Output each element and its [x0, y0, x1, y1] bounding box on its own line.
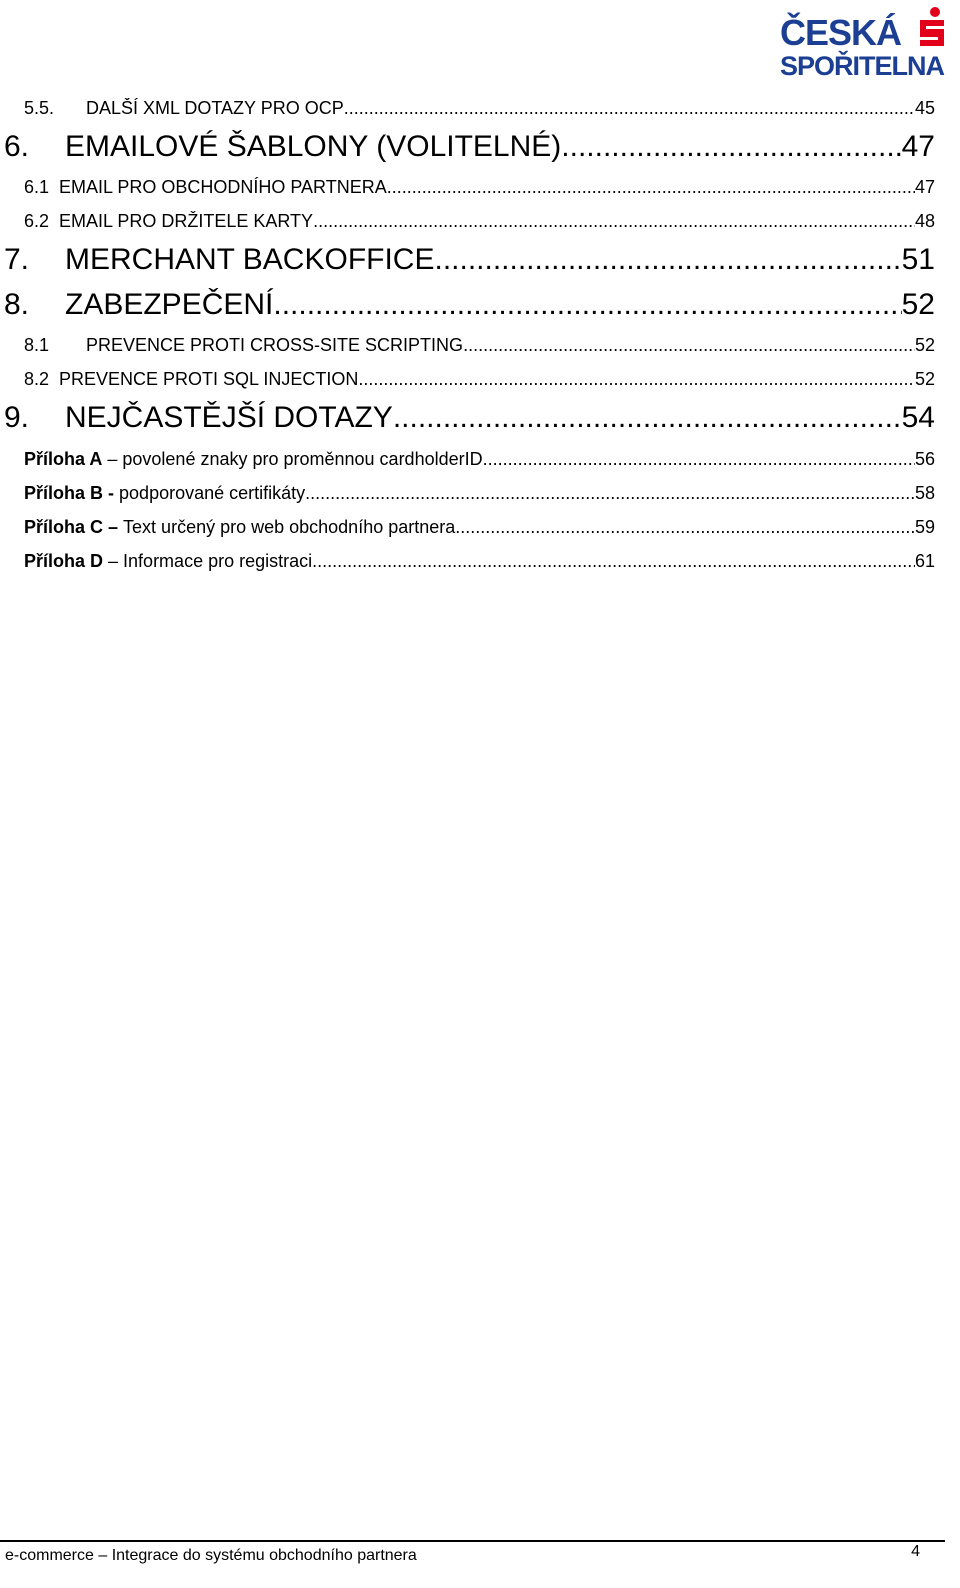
toc-entry-9[interactable] — [4, 401, 935, 435]
toc-entry-6[interactable] — [4, 130, 935, 164]
toc-entry-priloha-d[interactable] — [24, 551, 935, 572]
footer-page-number: 4 — [911, 1543, 920, 1560]
logo-text-line2: SPOŘITELNA — [780, 51, 945, 81]
toc-entry-appendix-label: Příloha A — [24, 449, 103, 469]
toc-entry-number: 8.1 — [24, 335, 50, 355]
toc-entry-appendix-label: Příloha D — [24, 551, 104, 571]
toc-entry-8[interactable] — [4, 288, 935, 322]
toc-entry-title: PREVENCE PROTI CROSS-SITE SCRIPTING — [86, 335, 464, 355]
toc-entry-page: 58 — [914, 483, 935, 503]
toc-entry-page: 56 — [914, 449, 935, 469]
toc-entry-8-2[interactable] — [24, 369, 935, 390]
toc-entry-title: ZABEZPEČENÍ — [65, 288, 274, 321]
toc-entry-page: 59 — [914, 517, 935, 537]
toc-entry-number: 6.1 — [24, 177, 50, 197]
toc-leader-dots — [393, 401, 902, 435]
toc-leader-dots — [455, 517, 915, 538]
toc-entry-title: EMAIL PRO OBCHODNÍHO PARTNERA — [59, 177, 387, 197]
toc-entry-number: 6.2 — [24, 211, 50, 231]
toc-entry-number: 7. — [4, 243, 30, 276]
toc-entry-title: MERCHANT BACKOFFICE — [65, 243, 435, 276]
toc-entry-priloha-c[interactable] — [24, 517, 935, 538]
toc-entry-6-2[interactable] — [24, 211, 935, 232]
toc-entry-page: 51 — [901, 243, 935, 276]
toc-leader-dots — [561, 130, 901, 164]
toc-leader-dots — [312, 551, 915, 572]
toc-entry-title: – Informace pro registraci — [108, 551, 313, 571]
toc-entry-page: 54 — [901, 401, 935, 434]
bank-logo — [780, 6, 950, 82]
toc-entry-page: 52 — [914, 369, 935, 389]
toc-leader-dots — [344, 98, 915, 119]
toc-entry-page: 61 — [914, 551, 935, 571]
toc-entry-priloha-b[interactable] — [24, 483, 935, 504]
toc-entry-title: EMAILOVÉ ŠABLONY (VOLITELNÉ) — [65, 130, 562, 163]
footer-divider — [0, 1540, 945, 1542]
footer-document-title: e-commerce – Integrace do systému obchodního partnera — [5, 1547, 417, 1564]
toc-entry-title: DALŠÍ XML DOTAZY PRO OCP — [86, 98, 344, 118]
toc-entry-page: 45 — [914, 98, 935, 118]
toc-entry-title: – povolené znaky pro proměnnou cardholderID — [107, 449, 483, 469]
toc-entry-5-5[interactable] — [24, 98, 935, 119]
toc-entry-number: 8. — [4, 288, 30, 321]
toc-entry-appendix-label: Příloha C – — [24, 517, 119, 537]
toc-entry-priloha-a[interactable] — [24, 449, 935, 470]
toc-entry-number: 5.5. — [24, 98, 55, 118]
toc-entry-page: 47 — [914, 177, 935, 197]
toc-entry-number: 8.2 — [24, 369, 50, 389]
toc-entry-8-1[interactable] — [24, 335, 935, 356]
toc-leader-dots — [273, 288, 901, 322]
ceska-sporitelna-s-logo-icon — [908, 6, 948, 48]
toc-entry-page: 52 — [914, 335, 935, 355]
toc-entry-number: 6. — [4, 130, 30, 163]
toc-entry-appendix-label: Příloha B - — [24, 483, 115, 503]
toc-leader-dots — [434, 243, 901, 277]
logo-text-line1: ČESKÁ — [780, 12, 902, 53]
toc-entry-number: 9. — [4, 401, 30, 434]
toc-entry-7[interactable] — [4, 243, 935, 277]
toc-leader-dots — [483, 449, 915, 470]
toc-entry-title: NEJČASTĚJŠÍ DOTAZY — [65, 401, 393, 434]
toc-leader-dots — [313, 211, 915, 232]
toc-entry-page: 52 — [901, 288, 935, 321]
toc-entry-title: Text určený pro web obchodního partnera — [123, 517, 456, 537]
toc-leader-dots — [463, 335, 915, 356]
toc-entry-title: podporované certifikáty — [119, 483, 306, 503]
toc-leader-dots — [387, 177, 915, 198]
toc-entry-6-1[interactable] — [24, 177, 935, 198]
toc-entry-page: 47 — [901, 130, 935, 163]
toc-leader-dots — [358, 369, 915, 390]
toc-entry-title: EMAIL PRO DRŽITELE KARTY — [59, 211, 314, 231]
toc-entry-title: PREVENCE PROTI SQL INJECTION — [59, 369, 359, 389]
toc-entry-page: 48 — [914, 211, 935, 231]
toc-leader-dots — [305, 483, 915, 504]
